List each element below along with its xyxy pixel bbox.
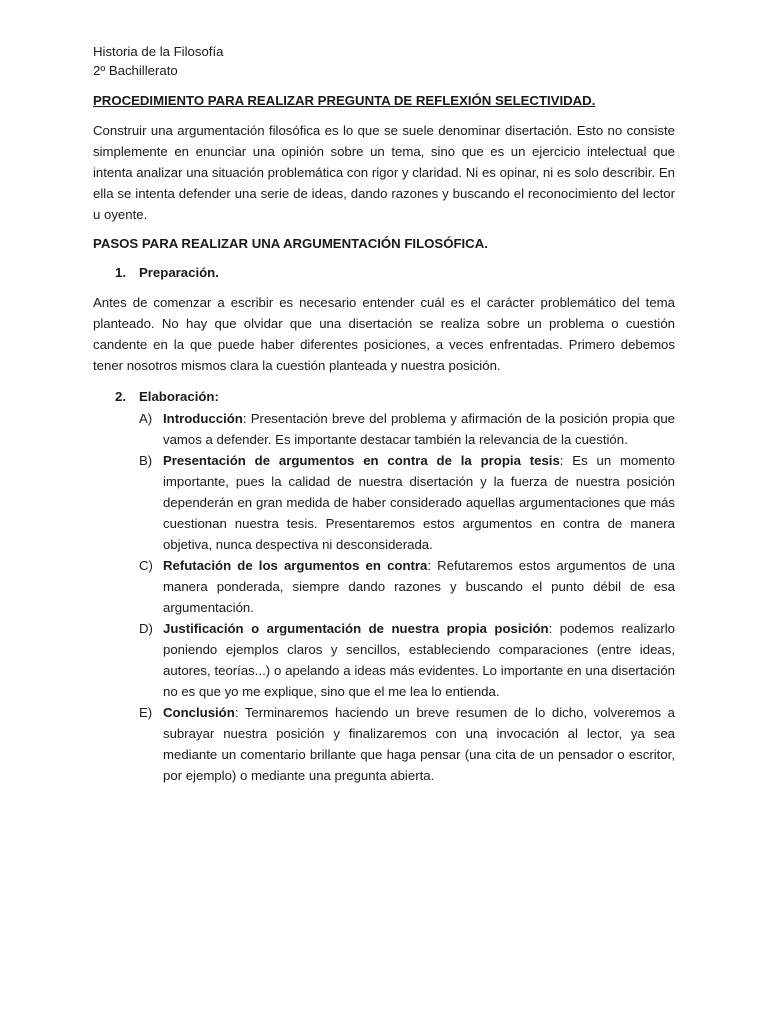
item-term: Justificación o argumentación de nuestra propia posición [163, 621, 549, 636]
list-item [93, 555, 675, 618]
item-letter: D) [139, 621, 153, 636]
step-1-title: Preparación. [139, 265, 219, 280]
item-text: : podemos realizarlo poniendo ejemplos claros y sencillos, estableciendo comparaciones (entre ideas, autores, teorías...) o apelando a ideas más evidentes. Lo importante en una disertación no es que yo me explique, sino que el me lea lo entienda. [163, 621, 675, 699]
course-header: 2º Bachillerato [93, 63, 178, 78]
item-letter: B) [139, 453, 153, 468]
elaboration-list [93, 408, 675, 786]
item-letter: C) [139, 558, 153, 573]
list-item [93, 618, 675, 702]
item-letter: A) [139, 411, 153, 426]
item-text: : Presentación breve del problema y afirmación de la posición propia que vamos a defender. Es importante destacar también la relevancia de la cuestión. [163, 411, 675, 447]
list-item [93, 450, 675, 555]
item-letter: E) [139, 705, 153, 720]
intro-paragraph: Construir una argumentación filosófica es lo que se suele denominar disertación. Esto no consiste simplemente en enunciar una opinión sobre un tema, sino que es un ejercicio intelectual que intenta analizar una situación problemática con rigor y claridad. Ni es opinar, ni es solo describir. En ella se intenta defender una serie de ideas, dando razones y buscando el reconocimiento del lector u oyente. [93, 123, 675, 222]
item-term: Refutación de los argumentos en contra [163, 558, 428, 573]
list-item [93, 408, 675, 450]
item-term: Conclusión [163, 705, 235, 720]
list-item [93, 702, 675, 786]
step-1-number: 1. [115, 265, 126, 280]
item-text: : Refutaremos estos argumentos de una manera ponderada, siempre dando razones y buscando el punto débil de esa argumentación. [163, 558, 675, 615]
step-2-title: Elaboración: [139, 389, 219, 404]
item-term: Presentación de argumentos en contra de la propia tesis [163, 453, 560, 468]
document-page [93, 42, 675, 786]
document-title: PROCEDIMIENTO PARA REALIZAR PREGUNTA DE REFLEXIÓN SELECTIVIDAD. [93, 93, 596, 108]
item-text: : Es un momento importante, pues la calidad de nuestra disertación y la fuerza de nuestra posición dependerán en gran medida de haber considerado aquellas argumentaciones que más cuestionan nuestra tesis. Presentaremos estos argumentos en contra de manera objetiva, nunca despectiva ni desconsiderada. [163, 453, 675, 552]
step-2-heading [93, 388, 675, 406]
subject-header: Historia de la Filosofía [93, 44, 224, 59]
step-1-heading [93, 264, 675, 282]
item-text: : Terminaremos haciendo un breve resumen de lo dicho, volveremos a subrayar nuestra posición y finalizaremos con una invocación al lector, ya sea mediante un comentario brillante que haga pensar (una cita de un pensador o escritor, por ejemplo) o mediante una pregunta abierta. [163, 705, 675, 783]
item-term: Introducción [163, 411, 243, 426]
step-1-paragraph: Antes de comenzar a escribir es necesario entender cuál es el carácter problemático del tema planteado. No hay que olvidar que una disertación se realiza sobre un problema o cuestión candente en la que puede haber diferentes posiciones, a veces enfrentadas. Primero debemos tener nosotros mismos clara la cuestión planteada y nuestra posición. [93, 295, 675, 373]
steps-heading: PASOS PARA REALIZAR UNA ARGUMENTACIÓN FILOSÓFICA. [93, 236, 488, 251]
step-2-number: 2. [115, 389, 126, 404]
